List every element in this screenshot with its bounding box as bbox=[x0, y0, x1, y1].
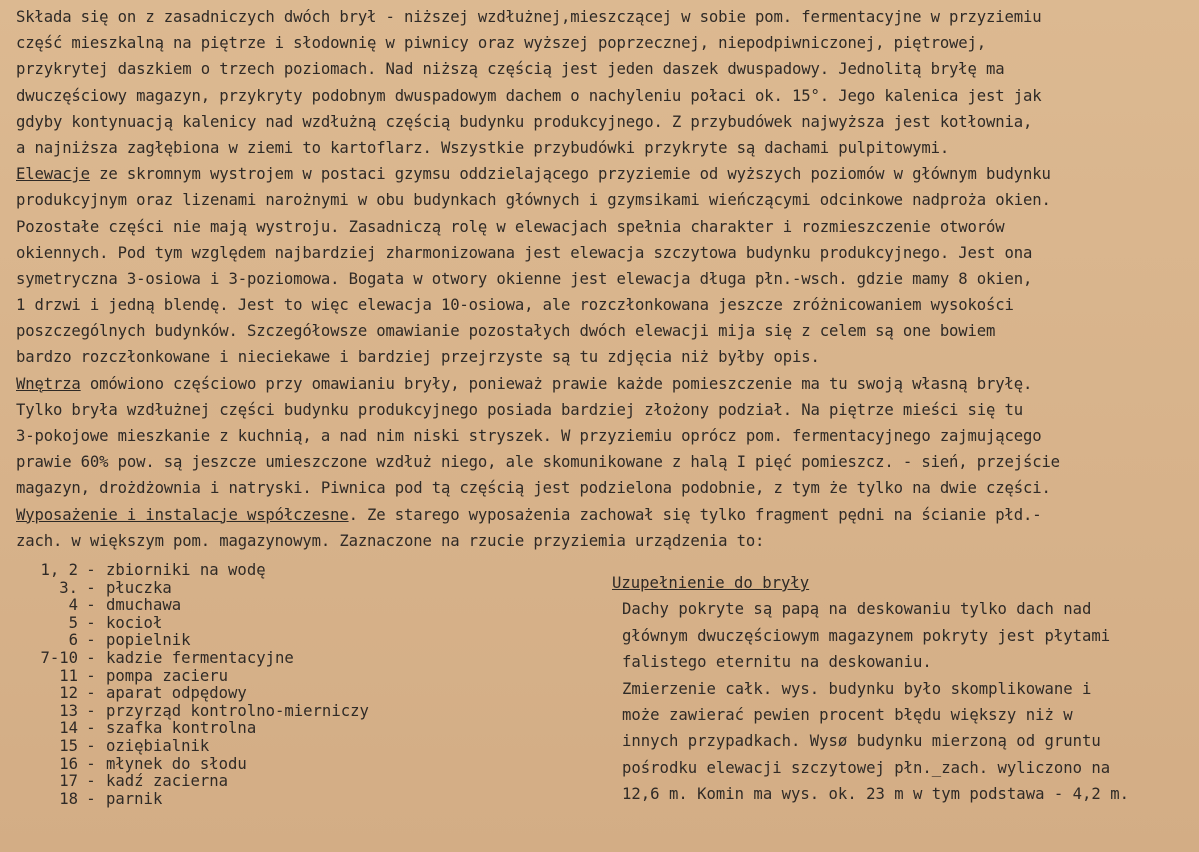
list-item-dash: - bbox=[86, 772, 96, 791]
text-line bbox=[16, 502, 1196, 528]
list-item-number: 3. bbox=[59, 578, 78, 597]
text-line: Pozostałe części nie mają wystroju. Zasadniczą rolę w elewacjach spełnia charakter i rozmieszczenie otworów bbox=[16, 217, 1005, 236]
list-item-label: pompa zacieru bbox=[106, 666, 229, 685]
list-item bbox=[16, 597, 616, 615]
list-item-label: młynek do słodu bbox=[106, 754, 247, 773]
supplement-line: falistego eternitu na deskowaniu. bbox=[622, 653, 932, 672]
text-line: prawie 60% pow. są jeszcze umieszczone wzdłuż niego, ale skomunikowane z halą I pięć pomieszcz. - sień, przejście bbox=[16, 453, 1060, 472]
list-item-label: przyrząd kontrolno-mierniczy bbox=[106, 701, 369, 720]
list-item-number: 16 bbox=[59, 754, 78, 773]
list-item-label: płuczka bbox=[106, 578, 172, 597]
text-line bbox=[16, 371, 1196, 397]
list-item-dash: - bbox=[86, 736, 96, 755]
list-item bbox=[16, 756, 616, 774]
list-item bbox=[16, 580, 616, 598]
main-text-block bbox=[16, 4, 1196, 554]
text-line: zach. w większym pom. magazynowym. Zaznaczone na rzucie przyziemia urządzenia to: bbox=[16, 531, 765, 550]
list-item bbox=[16, 773, 616, 791]
list-item-dash: - bbox=[86, 684, 96, 703]
text-line: magazyn, drożdżownia i natryski. Piwnica pod tą częścią jest podzielona podobnie, z tym że tylko na dwie części. bbox=[16, 479, 1051, 498]
section-heading-wnetrza: Wnętrza bbox=[16, 374, 81, 393]
list-item bbox=[16, 562, 616, 580]
list-item-dash: - bbox=[86, 648, 96, 667]
list-item-dash: - bbox=[86, 701, 96, 720]
text-line: 3-pokojowe mieszkanie z kuchnią, a nad nim niski stryszek. W przyziemiu oprócz pom. fermentacyjnego zajmującego bbox=[16, 427, 1042, 445]
list-item-number: 14 bbox=[59, 719, 78, 738]
list-item bbox=[16, 720, 616, 738]
list-item bbox=[16, 615, 616, 633]
list-item bbox=[16, 738, 616, 756]
list-item bbox=[16, 650, 616, 668]
text-line: gdyby kontynuacją kalenicy nad wzdłużną częścią budynku produkcyjnego. Z przybudówek najwyższa jest kotłownia, bbox=[16, 112, 1033, 131]
list-item-label: kadzie fermentacyjne bbox=[106, 648, 294, 667]
supplement-line: innych przypadkach. Wysø budynku mierzoną od gruntu bbox=[622, 732, 1101, 751]
list-item-number: 6 bbox=[68, 631, 78, 650]
list-item-label: kocioł bbox=[106, 613, 163, 632]
list-item-number: 12 bbox=[59, 684, 78, 703]
list-item-dash: - bbox=[86, 596, 96, 615]
text-line: a najniższa zagłębiona w ziemi to kartoflarz. Wszystkie przybudówki przykryte są dachami pulpitowymi. bbox=[16, 138, 950, 157]
supplement-line: może zawierać pewien procent błędu większy niż w bbox=[622, 705, 1073, 724]
text-line: przykrytej daszkiem o trzech poziomach. Nad niższą częścią jest jeden daszek dwuspadowy. Jednolitą bryłę ma bbox=[16, 60, 1005, 79]
text-segment: omówiono częściowo przy omawianiu bryły, ponieważ prawie każde pomieszczenie ma tu swoją własną bryłę. bbox=[80, 374, 1033, 393]
supplement-line: Dachy pokryte są papą na deskowaniu tylko dach nad bbox=[622, 600, 1092, 619]
list-item-number: 7-10 bbox=[40, 648, 78, 667]
supplement-block bbox=[612, 570, 1192, 808]
list-item-dash: - bbox=[86, 561, 96, 579]
list-item-number: 1, 2 bbox=[40, 561, 78, 579]
text-line bbox=[16, 161, 1196, 187]
list-item bbox=[16, 685, 616, 703]
list-item-label: szafka kontrolna bbox=[106, 719, 257, 738]
equipment-list bbox=[16, 562, 616, 808]
section-heading-elewacje: Elewacje bbox=[16, 165, 90, 184]
text-segment: ze skromnym wystrojem w postaci gzymsu oddzielającego przyziemie od wyższych poziomów w głównym budynku bbox=[89, 165, 1051, 184]
list-item-number: 11 bbox=[59, 666, 78, 685]
list-item-dash: - bbox=[86, 789, 96, 808]
text-line: dwuczęściowy magazyn, przykryty podobnym dwuspadowym dachem o nachyleniu połaci ok. 15°. Jego kalenica jest jak bbox=[16, 86, 1042, 105]
list-item-number: 5 bbox=[68, 613, 78, 632]
list-item-label: popielnik bbox=[106, 631, 191, 650]
list-item-label: zbiorniki na wodę bbox=[106, 561, 266, 579]
text-line: 1 drzwi i jedną blendę. Jest to więc elewacja 10-osiowa, ale rozczłonkowana jeszcze zróżnicowaniem wysokości bbox=[16, 296, 1014, 315]
list-item-label: aparat odpędowy bbox=[106, 684, 247, 703]
section-heading-wyposazenie: Wyposażenie i instalacje współczesne bbox=[16, 505, 349, 524]
supplement-line: Zmierzenie całk. wys. budynku było skomplikowane i bbox=[622, 679, 1092, 698]
list-item bbox=[16, 791, 616, 809]
list-item-dash: - bbox=[86, 631, 96, 650]
list-item-label: kadź zacierna bbox=[106, 772, 229, 791]
list-item-dash: - bbox=[86, 666, 96, 685]
supplement-line: głównym dwuczęściowym magazynem pokryty jest płytami bbox=[622, 626, 1111, 645]
text-line: bardzo rozczłonkowane i nieciekawe i bardziej przejrzyste są tu zdjęcia niż byłby opis. bbox=[16, 348, 820, 367]
list-item-dash: - bbox=[86, 578, 96, 597]
text-line: okiennych. Pod tym względem najbardziej zharmonizowana jest elewacja szczytowa budynku produkcyjnego. Jest ona bbox=[16, 243, 1033, 262]
text-line: część mieszkalną na piętrze i słodownię w piwnicy oraz wyższej poprzecznej, niepodpiwniczonej, piętrowej, bbox=[16, 34, 987, 53]
list-item-label: dmuchawa bbox=[106, 596, 182, 615]
list-item-number: 17 bbox=[59, 772, 78, 791]
list-item bbox=[16, 668, 616, 686]
list-item bbox=[16, 632, 616, 650]
supplement-line: pośrodku elewacji szczytowej płn._zach. wyliczono na bbox=[622, 758, 1111, 777]
supplement-title: Uzupełnienie do bryły bbox=[612, 574, 810, 592]
list-item bbox=[16, 703, 616, 721]
text-line: Tylko bryła wzdłużnej części budynku produkcyjnego posiada bardziej złożony podział. Na piętrze mieści się tu bbox=[16, 400, 1023, 419]
list-item-label: parnik bbox=[106, 789, 163, 808]
list-item-number: 4 bbox=[68, 596, 78, 615]
text-segment: . Ze starego wyposażenia zachował się tylko fragment pędni na ścianie płd.- bbox=[348, 505, 1042, 524]
list-item-dash: - bbox=[86, 754, 96, 773]
list-item-label: oziębialnik bbox=[106, 736, 210, 755]
text-line: produkcyjnym oraz lizenami narożnymi w obu budynkach głównych i gzymsikami wieńczącymi odcinkowe nadproża okien. bbox=[16, 191, 1051, 210]
supplement-line: 12,6 m. Komin ma wys. ok. 23 m w tym podstawa - 4,2 m. bbox=[622, 785, 1129, 804]
text-line: poszczególnych budynków. Szczegółowsze omawianie pozostałych dwóch elewacji mija się z celem są one bowiem bbox=[16, 322, 996, 341]
list-item-number: 13 bbox=[59, 701, 78, 720]
list-item-dash: - bbox=[86, 719, 96, 738]
text-line: Składa się on z zasadniczych dwóch brył - niższej wzdłużnej,mieszczącej w sobie pom. fermentacyjne w przyziemiu bbox=[16, 8, 1042, 26]
list-item-dash: - bbox=[86, 613, 96, 632]
text-line: symetryczna 3-osiowa i 3-poziomowa. Bogata w otwory okienne jest elewacja długa płn.-wsch. gdzie mamy 8 okien, bbox=[16, 269, 1033, 288]
list-item-number: 15 bbox=[59, 736, 78, 755]
list-item-number: 18 bbox=[59, 789, 78, 808]
